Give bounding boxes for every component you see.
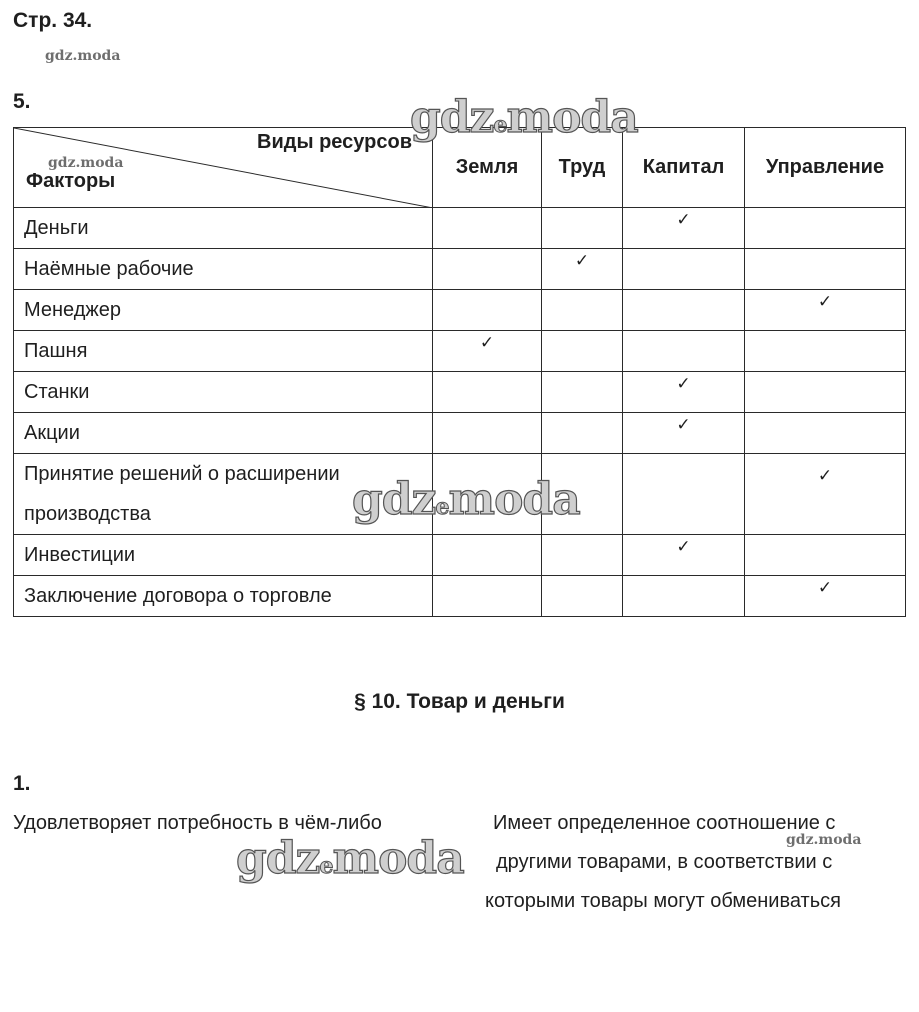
cell-capital — [623, 249, 745, 290]
check-mark-icon: ✓ — [574, 251, 590, 271]
cell-capital — [623, 290, 745, 331]
cell-land — [433, 372, 542, 413]
watermark-small: gdz.moda — [48, 155, 124, 171]
cell-land — [433, 208, 542, 249]
table-row — [14, 208, 906, 249]
task-1-number: 1. — [13, 772, 31, 795]
cell-management — [745, 535, 906, 576]
header-factors: Факторы — [26, 170, 116, 192]
cell-labor — [542, 413, 623, 454]
check-mark-icon: ✓ — [676, 415, 691, 435]
cell-capital — [623, 331, 745, 372]
cell-land — [433, 535, 542, 576]
cell-labor — [542, 208, 623, 249]
watermark-part: e — [319, 853, 333, 879]
cell-management — [745, 208, 906, 249]
header-resource-types: Виды ресурсов — [257, 131, 412, 153]
section-title: § 10. Товар и деньги — [354, 690, 565, 713]
column-header-labor: Труд — [542, 128, 623, 208]
cell-management — [745, 249, 906, 290]
watermark-part: e — [493, 112, 507, 138]
factor-label: Деньги — [14, 208, 433, 249]
cell-land — [433, 454, 542, 535]
cell-management — [745, 290, 906, 331]
watermark-part: gdz — [410, 92, 494, 143]
factor-label: Пашня — [14, 331, 433, 372]
factor-label-line-1: Принятие решений о расширении — [24, 463, 340, 485]
factor-label: Инвестиции — [14, 535, 433, 576]
cell-capital — [623, 576, 745, 617]
factor-label: Станки — [14, 372, 433, 413]
check-mark-icon: ✓ — [479, 333, 495, 353]
task-1-right-line-3: которыми товары могут обмениваться — [485, 890, 841, 912]
check-mark-icon: ✓ — [817, 578, 833, 598]
cell-land — [433, 290, 542, 331]
table-row — [14, 413, 906, 454]
watermark-part: moda — [448, 474, 580, 525]
table-row — [14, 290, 906, 331]
cell-capital — [623, 454, 745, 535]
check-mark-icon: ✓ — [676, 210, 691, 230]
table-row — [14, 535, 906, 576]
task-1-right-line-2: другими товарами, в соответствии с — [496, 851, 833, 873]
table-row — [14, 454, 906, 535]
watermark-part: moda — [506, 92, 638, 143]
cell-land — [433, 413, 542, 454]
watermark-big — [236, 833, 464, 884]
table-row — [14, 249, 906, 290]
factor-label: Наёмные рабочие — [14, 249, 433, 290]
watermark-part: moda — [332, 833, 464, 884]
check-mark-icon: ✓ — [817, 466, 833, 486]
cell-labor — [542, 249, 623, 290]
task-1-left-text: Удовлетворяет потребность в чём-либо — [13, 812, 382, 834]
table-header-row — [14, 128, 906, 208]
factor-label: Акции — [14, 413, 433, 454]
table-row — [14, 372, 906, 413]
task-5-number: 5. — [13, 90, 31, 113]
cell-labor — [542, 535, 623, 576]
cell-labor — [542, 290, 623, 331]
cell-land — [433, 576, 542, 617]
page-label: Стр. 34. — [13, 9, 93, 32]
cell-capital — [623, 535, 745, 576]
cell-land — [433, 249, 542, 290]
cell-capital — [623, 413, 745, 454]
check-mark-icon: ✓ — [817, 292, 833, 312]
column-header-land: Земля — [433, 128, 542, 208]
cell-capital — [623, 208, 745, 249]
cell-labor — [542, 331, 623, 372]
table-row — [14, 576, 906, 617]
watermark-small: gdz.moda — [786, 832, 862, 848]
cell-management — [745, 372, 906, 413]
cell-labor — [542, 454, 623, 535]
cell-management — [745, 413, 906, 454]
resources-table — [13, 127, 906, 617]
factor-label-line-2: производства — [24, 503, 151, 525]
cell-management — [745, 331, 906, 372]
task-1-right-line-1: Имеет определенное соотношение с — [493, 812, 836, 834]
watermark-part: gdz — [352, 474, 436, 525]
factor-label — [14, 454, 433, 535]
cell-management — [745, 576, 906, 617]
table-row — [14, 331, 906, 372]
check-mark-icon: ✓ — [676, 374, 691, 394]
cell-management — [745, 454, 906, 535]
check-mark-icon: ✓ — [676, 537, 691, 557]
factor-label: Менеджер — [14, 290, 433, 331]
cell-labor — [542, 576, 623, 617]
cell-land — [433, 331, 542, 372]
factor-label: Заключение договора о торговле — [14, 576, 433, 617]
watermark-part: gdz — [236, 833, 320, 884]
watermark-part: e — [435, 494, 449, 520]
column-header-capital: Капитал — [623, 128, 745, 208]
cell-capital — [623, 372, 745, 413]
column-header-management: Управление — [745, 128, 906, 208]
watermark-small: gdz.moda — [45, 48, 121, 64]
cell-labor — [542, 372, 623, 413]
